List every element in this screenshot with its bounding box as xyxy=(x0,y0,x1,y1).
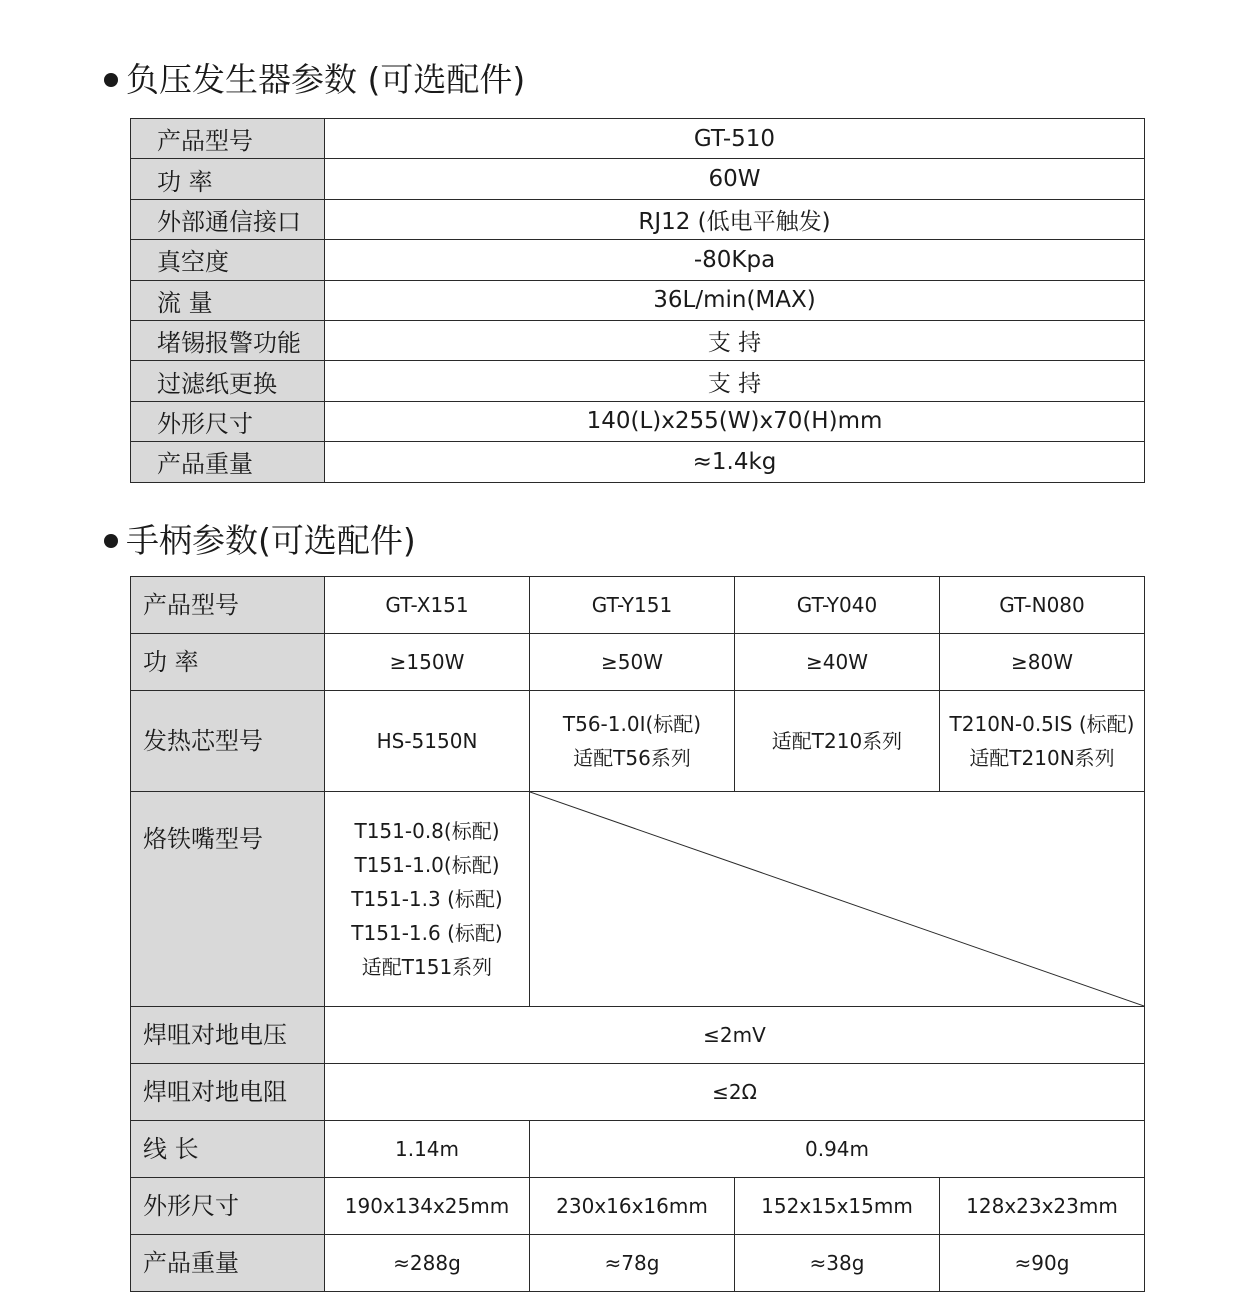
section-title-vacuum-generator xyxy=(104,54,525,101)
table-row-weight xyxy=(131,1235,1145,1292)
diagonal-empty-cell xyxy=(530,792,1145,1007)
row-label: 流 量 xyxy=(131,280,325,320)
row-label: 烙铁嘴型号 xyxy=(131,792,325,1007)
row-label: 焊咀对地电压 xyxy=(131,1007,325,1064)
table-row xyxy=(131,240,1145,280)
cell xyxy=(325,691,530,792)
row-label: 堵锡报警功能 xyxy=(131,320,325,360)
row-label: 真空度 xyxy=(131,240,325,280)
row-label: 功 率 xyxy=(131,634,325,691)
row-value: RJ12 (低电平触发) xyxy=(325,199,1145,239)
cell: 0.94m xyxy=(530,1121,1145,1178)
cell: GT-Y151 xyxy=(530,577,735,634)
cell-line: T210N-0.5IS (标配) xyxy=(949,712,1135,736)
cell-line: T151-1.6 (标配) xyxy=(351,921,503,945)
cell xyxy=(735,691,940,792)
cell-line: 适配T151系列 xyxy=(361,955,493,979)
row-label: 过滤纸更换 xyxy=(131,361,325,401)
cell: ≤2mV xyxy=(325,1007,1145,1064)
cell-line: HS-5150N xyxy=(376,729,478,753)
table-row xyxy=(131,159,1145,199)
bullet-icon xyxy=(104,534,118,548)
row-label: 焊咀对地电阻 xyxy=(131,1064,325,1121)
cell: 1.14m xyxy=(325,1121,530,1178)
cell-line: T56-1.0I(标配) xyxy=(562,712,702,736)
table-row xyxy=(131,401,1145,441)
cell: ≥80W xyxy=(940,634,1145,691)
table-row-cable xyxy=(131,1121,1145,1178)
row-value: GT-510 xyxy=(325,119,1145,159)
row-label: 外形尺寸 xyxy=(131,1178,325,1235)
cell: ≈288g xyxy=(325,1235,530,1292)
cell: ≈38g xyxy=(735,1235,940,1292)
cell: 128x23x23mm xyxy=(940,1178,1145,1235)
cell: ≤2Ω xyxy=(325,1064,1145,1121)
row-value: 140(L)x255(W)x70(H)mm xyxy=(325,401,1145,441)
table-row xyxy=(131,119,1145,159)
table-row-heater xyxy=(131,691,1145,792)
cell-line: T151-1.0(标配) xyxy=(354,853,500,877)
cell-line: T151-0.8(标配) xyxy=(354,819,500,843)
cell xyxy=(325,792,530,1007)
vacuum-generator-spec-table xyxy=(130,118,1145,483)
cell: 190x134x25mm xyxy=(325,1178,530,1235)
cell-line: 适配T210系列 xyxy=(771,729,903,753)
row-label: 外形尺寸 xyxy=(131,401,325,441)
bullet-icon xyxy=(104,73,118,87)
section-title-handle xyxy=(104,515,416,562)
row-label: 产品型号 xyxy=(131,577,325,634)
table-row xyxy=(131,361,1145,401)
cell: ≈78g xyxy=(530,1235,735,1292)
section-title-text: 手柄参数(可选配件) xyxy=(126,521,416,560)
cell: ≥40W xyxy=(735,634,940,691)
table-row xyxy=(131,280,1145,320)
table-row-resistance xyxy=(131,1064,1145,1121)
row-value: 支 持 xyxy=(325,320,1145,360)
handle-spec-table xyxy=(130,576,1145,1292)
cell-line: 适配T210N系列 xyxy=(969,746,1115,770)
cell: GT-X151 xyxy=(325,577,530,634)
cell: ≥50W xyxy=(530,634,735,691)
row-value: ≈1.4kg xyxy=(325,442,1145,482)
table-row-voltage xyxy=(131,1007,1145,1064)
table-row xyxy=(131,199,1145,239)
row-label: 发热芯型号 xyxy=(131,691,325,792)
cell: 230x16x16mm xyxy=(530,1178,735,1235)
row-value: 36L/min(MAX) xyxy=(325,280,1145,320)
table-row-dims xyxy=(131,1178,1145,1235)
cell-line: T151-1.3 (标配) xyxy=(351,887,503,911)
table-row-tip xyxy=(131,792,1145,1007)
cell xyxy=(940,691,1145,792)
cell xyxy=(530,691,735,792)
section-title-text: 负压发生器参数 (可选配件) xyxy=(126,60,526,99)
cell: ≈90g xyxy=(940,1235,1145,1292)
row-label: 产品重量 xyxy=(131,442,325,482)
cell: GT-Y040 xyxy=(735,577,940,634)
table-row xyxy=(131,320,1145,360)
cell: ≥150W xyxy=(325,634,530,691)
cell-line: 适配T56系列 xyxy=(573,746,691,770)
cell: 152x15x15mm xyxy=(735,1178,940,1235)
table-row xyxy=(131,442,1145,482)
row-label: 产品型号 xyxy=(131,119,325,159)
row-label: 功 率 xyxy=(131,159,325,199)
table-row-power xyxy=(131,634,1145,691)
row-label: 外部通信接口 xyxy=(131,199,325,239)
row-value: 60W xyxy=(325,159,1145,199)
table-row-model xyxy=(131,577,1145,634)
cell: GT-N080 xyxy=(940,577,1145,634)
row-label: 产品重量 xyxy=(131,1235,325,1292)
diagonal-line xyxy=(530,792,1144,1006)
row-value: -80Kpa xyxy=(325,240,1145,280)
row-label: 线 长 xyxy=(131,1121,325,1178)
row-value: 支 持 xyxy=(325,361,1145,401)
